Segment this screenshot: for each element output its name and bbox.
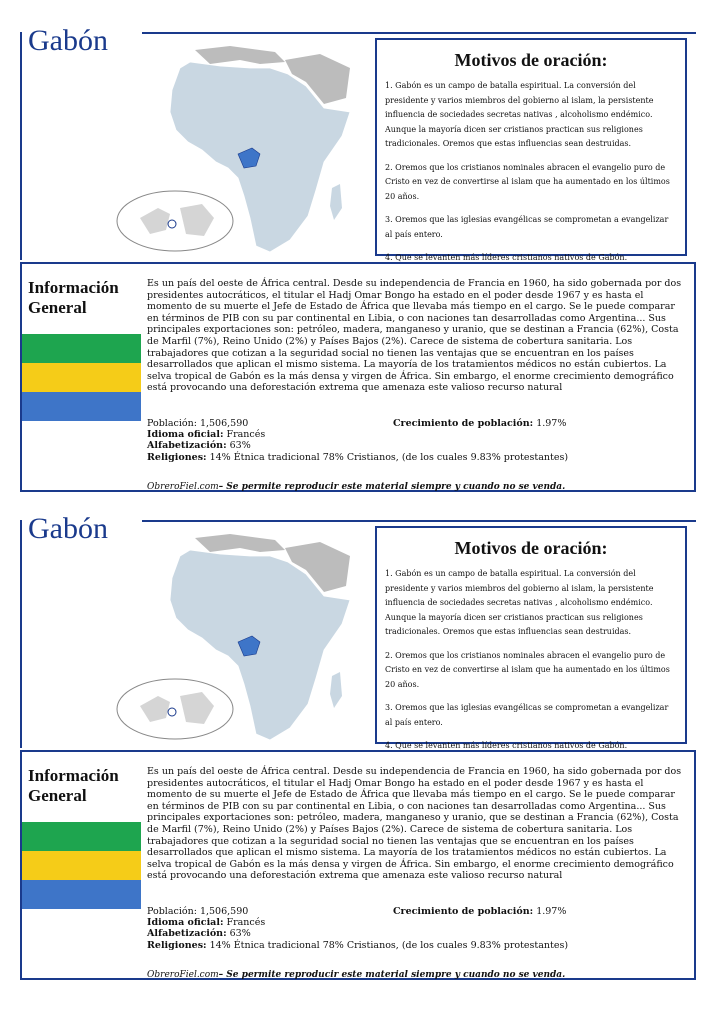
country-stats: Población: 1,506,590 Crecimiento de población: 1.97% Idioma oficial: Francés Alfabetización: 63% Religiones: 14% Étnica tradicional 78% Cristianos, (de los cuales 9.83% protestantes) <box>147 906 569 951</box>
info-title: Información General <box>28 278 119 317</box>
prayer-item: 2. Oremos que los cristianos nominales abracen el evangelio puro de Cristo en vez de convertirse al islam que ha aumentado en los últimos 20 años. <box>385 162 670 201</box>
country-card-1 <box>20 24 696 492</box>
prayer-item: 3. Oremos que las iglesias evangélicas se comprometan a evangelizar al país entero. <box>385 703 669 727</box>
country-title: Gabón <box>28 512 108 545</box>
info-box <box>20 262 696 492</box>
country-card-2 <box>20 512 696 980</box>
prayer-item: 1. Gabón es un campo de batalla espiritual. La conversión del presidente y varios miembros del gobierno al islam, la persistente influencia de sociedades secretas nativas , alcoholismo endémico. Aunque la mayoría dicen ser cristianos practican sus religiones tradicionales. Oremos que estas influencias sean destruidas. <box>385 81 654 148</box>
gabon-flag-icon <box>22 822 141 909</box>
prayer-heading: Motivos de oración: <box>454 538 608 558</box>
prayer-item: 3. Oremos que las iglesias evangélicas se comprometan a evangelizar al país entero. <box>385 215 669 239</box>
country-description: Es un país del oeste de África central. Desde su independencia de Francia en 1960, ha sido gobernada por dos presidentes autocráticos, el titular el Hadj Omar Bongo ha estado en el poder desde 1967 y es hasta el momento de su muerte el Jefe de Estado de África que llevaba más tiempo en el cargo. Se le puede comparar en términos de PIB con su par continental en Libia, o con naciones tan desarrolladas como Argentina... Sus principales exportaciones son: petróleo, madera, manganeso y uranio, que se destinan a Francia (62%), Costa de Marfil (7%), Reino Unido (2%) y Países Bajos (2%). Carece de sistema de cobertura sanitaria. Los trabajadores que cotizan a la seguridad social no tienen las ventajas que se encuentran en los países desarrollados que aplican el mismo sistema. La mayoría de los tratamientos médicos no están cubiertos. La selva tropical de Gabón es la más densa y virgen de África. Sin embargo, el enorme crecimiento demográfico está provocando una deforestación extrema que amenaza este valioso recurso natural <box>147 766 682 882</box>
country-title: Gabón <box>28 24 108 57</box>
prayer-item: 2. Oremos que los cristianos nominales abracen el evangelio puro de Cristo en vez de convertirse al islam que ha aumentado en los últimos 20 años. <box>385 650 670 689</box>
top-rule <box>142 520 696 522</box>
prayer-box <box>375 526 687 750</box>
country-description: Es un país del oeste de África central. Desde su independencia de Francia en 1960, ha sido gobernada por dos presidentes autocráticos, el titular el Hadj Omar Bongo ha estado en el poder desde 1967 y es hasta el momento de su muerte el Jefe de Estado de África que llevaba más tiempo en el cargo. Se le puede comparar en términos de PIB con su par continental en Libia, o con naciones tan desarrolladas como Argentina... Sus principales exportaciones son: petróleo, madera, manganeso y uranio, que se destinan a Francia (62%), Costa de Marfil (7%), Reino Unido (2%) y Países Bajos (2%). Carece de sistema de cobertura sanitaria. Los trabajadores que cotizan a la seguridad social no tienen las ventajas que se encuentran en los países desarrollados que aplican el mismo sistema. La mayoría de los tratamientos médicos no están cubiertos. La selva tropical de Gabón es la más densa y virgen de África. Sin embargo, el enorme crecimiento demográfico está provocando una deforestación extrema que amenaza este valioso recurso natural <box>147 278 682 394</box>
africa-map-icon <box>110 526 370 751</box>
gabon-flag-icon <box>22 334 141 421</box>
left-rule <box>20 520 22 748</box>
top-rule <box>142 32 696 34</box>
left-rule <box>20 32 22 260</box>
info-box <box>20 750 696 980</box>
footer-note: ObreroFiel.com– Se permite reproducir este material siempre y cuando no se venda. <box>147 970 566 980</box>
info-title: Información General <box>28 766 119 805</box>
africa-map-icon <box>110 38 370 263</box>
prayer-item: 4. Que se levanten más líderes cristianos nativos de Gabón. <box>385 741 628 750</box>
country-stats: Población: 1,506,590 Crecimiento de población: 1.97% Idioma oficial: Francés Alfabetización: 63% Religiones: 14% Étnica tradicional 78% Cristianos, (de los cuales 9.83% protestantes) <box>147 418 569 463</box>
prayer-item: 4. Que se levanten más líderes cristianos nativos de Gabón. <box>385 253 628 262</box>
prayer-box <box>375 38 687 262</box>
prayer-item: 1. Gabón es un campo de batalla espiritual. La conversión del presidente y varios miembros del gobierno al islam, la persistente influencia de sociedades secretas nativas , alcoholismo endémico. Aunque la mayoría dicen ser cristianos practican sus religiones tradicionales. Oremos que estas influencias sean destruidas. <box>385 569 654 636</box>
prayer-heading: Motivos de oración: <box>454 50 608 70</box>
footer-note: ObreroFiel.com– Se permite reproducir este material siempre y cuando no se venda. <box>147 482 566 492</box>
